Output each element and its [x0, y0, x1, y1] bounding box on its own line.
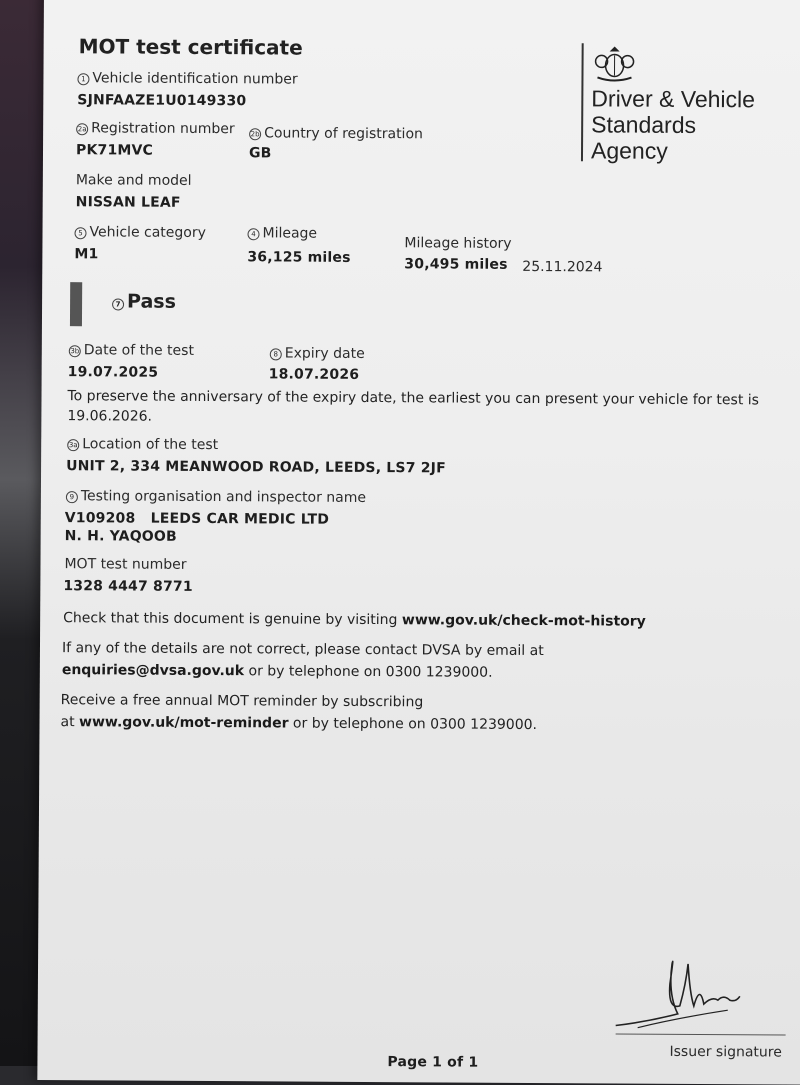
check-mot-history-link[interactable]: www.gov.uk/check-mot-history: [402, 612, 646, 629]
agency-name-line: Standards: [591, 111, 696, 138]
agency-divider: [581, 43, 584, 161]
organisation-value: V109208 LEEDS CAR MEDIC LTD: [65, 510, 329, 528]
expiry-date-label: 8 Expiry date: [270, 345, 365, 362]
registration-value: PK71MVC: [76, 142, 153, 158]
mileage-label: 4 Mileage: [247, 225, 317, 241]
contact-text: If any of the details are not correct, please contact DVSA by email at: [62, 640, 544, 659]
anniversary-note: To preserve the anniversary of the expiry date, the earliest you can present your vehicle for test is: [67, 388, 759, 408]
certificate-title: MOT test certificate: [79, 34, 303, 59]
expiry-date-value: 18.07.2026: [269, 366, 360, 383]
test-date-value: 19.07.2025: [68, 364, 159, 381]
mileage-history-date: 25.11.2024: [522, 259, 602, 275]
mot-certificate-paper: [37, 0, 800, 1085]
mileage-value: 36,125 miles: [247, 249, 350, 266]
location-value: UNIT 2, 334 MEANWOOD ROAD, LEEDS, LS7 2JF: [66, 458, 446, 476]
organisation-label: 9 Testing organisation and inspector name: [66, 488, 366, 506]
field-number-badge: 9: [66, 491, 78, 503]
result-indicator-bar: [70, 282, 82, 326]
field-number-badge: 5: [74, 227, 86, 239]
mileage-history-label: Mileage history: [404, 235, 511, 252]
test-number-value: 1328 4447 8771: [63, 578, 193, 595]
reminder-details: at www.gov.uk/mot-reminder or by telephone on 0300 1239000.: [60, 714, 537, 733]
vin-label: 1 Vehicle identification number: [77, 70, 297, 87]
vehicle-category-label: 5 Vehicle category: [74, 224, 205, 241]
contact-details: enquiries@dvsa.gov.uk or by telephone on 0300 1239000.: [62, 662, 493, 681]
field-number-badge: 1: [77, 73, 89, 85]
issuer-signature-icon: [608, 943, 759, 1034]
field-number-badge: 2a: [76, 123, 88, 135]
dvsa-email-link[interactable]: enquiries@dvsa.gov.uk: [62, 662, 244, 679]
location-label: 3a Location of the test: [67, 436, 218, 453]
country-label: 2b Country of registration: [249, 125, 423, 142]
inspector-name: N. H. YAQOOB: [65, 528, 177, 545]
test-number-label: MOT test number: [64, 556, 186, 573]
vin-value: SJNFAAZE1U0149330: [77, 92, 246, 109]
test-result: 7 Pass: [112, 290, 176, 312]
reminder-text: Receive a free annual MOT reminder by subscribing: [61, 692, 424, 710]
make-model-value: NISSAN LEAF: [76, 194, 181, 211]
country-value: GB: [249, 145, 272, 161]
page-number: Page 1 of 1: [387, 1054, 478, 1071]
registration-label: 2a Registration number: [76, 120, 235, 137]
vehicle-category-value: M1: [74, 246, 98, 262]
field-number-badge: 4: [247, 228, 259, 240]
agency-name-line: Agency: [591, 137, 668, 163]
mot-reminder-link[interactable]: www.gov.uk/mot-reminder: [79, 714, 289, 731]
field-number-badge: 3a: [67, 439, 79, 451]
royal-coat-of-arms-icon: [591, 43, 637, 83]
mileage-history-value: 30,495 miles: [404, 256, 507, 273]
field-number-badge: 7: [112, 298, 124, 310]
genuine-check-text: Check that this document is genuine by visiting www.gov.uk/check-mot-history: [63, 610, 646, 630]
signature-line: [616, 1034, 786, 1036]
make-model-label: Make and model: [76, 172, 192, 189]
issuer-signature-label: Issuer signature: [669, 1044, 781, 1061]
field-number-badge: 2b: [249, 128, 261, 140]
field-number-badge: 3b: [69, 345, 81, 357]
field-number-badge: 8: [270, 348, 282, 360]
test-date-label: 3b Date of the test: [69, 342, 194, 359]
agency-name-line: Driver & Vehicle: [591, 85, 755, 112]
anniversary-note-date: 19.06.2026.: [67, 408, 152, 425]
